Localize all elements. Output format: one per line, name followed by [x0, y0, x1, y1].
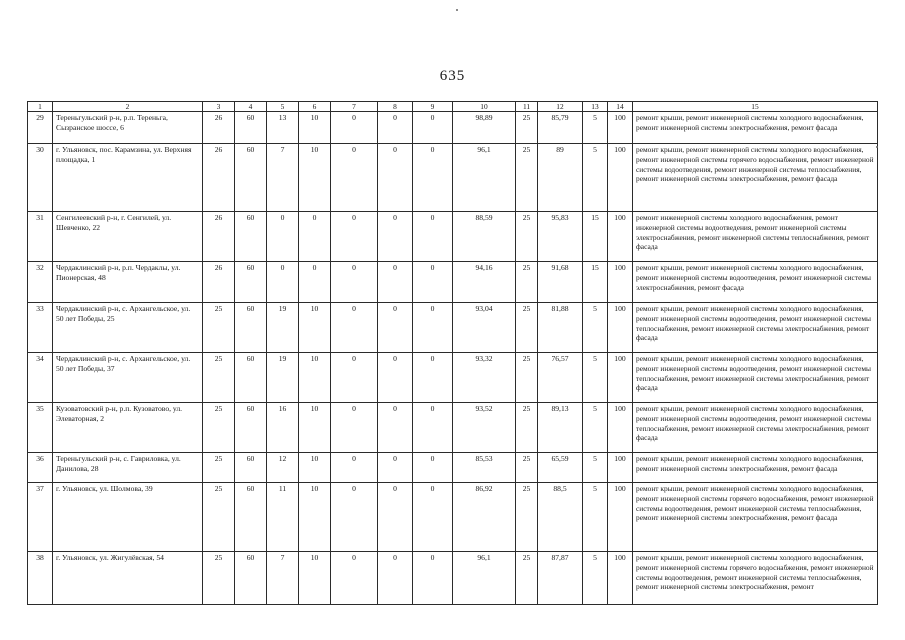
header-cell: 3	[203, 102, 235, 112]
value-cell: 60	[235, 552, 267, 605]
value-cell: 0	[299, 262, 331, 303]
value-cell: 25	[516, 303, 538, 353]
value-cell: 25	[203, 483, 235, 552]
value-cell: 5	[583, 552, 608, 605]
scan-speck	[876, 146, 878, 148]
header-cell: 11	[516, 102, 538, 112]
header-cell: 14	[608, 102, 633, 112]
value-cell: 26	[203, 112, 235, 144]
header-cell: 7	[331, 102, 378, 112]
value-cell: 25	[516, 483, 538, 552]
value-cell: 0	[378, 262, 413, 303]
value-cell: 0	[378, 552, 413, 605]
header-cell: 15	[633, 102, 878, 112]
value-cell: 25	[516, 552, 538, 605]
value-cell: 10	[299, 552, 331, 605]
value-cell: 0	[378, 403, 413, 453]
value-cell: 0	[331, 262, 378, 303]
value-cell: 0	[413, 483, 453, 552]
value-cell: 0	[378, 483, 413, 552]
value-cell: 100	[608, 403, 633, 453]
value-cell: 100	[608, 262, 633, 303]
value-cell: 81,88	[538, 303, 583, 353]
row-number: 37	[28, 483, 53, 552]
value-cell: 85,79	[538, 112, 583, 144]
header-cell: 1	[28, 102, 53, 112]
value-cell: 93,04	[453, 303, 516, 353]
value-cell: 10	[299, 483, 331, 552]
value-cell: 5	[583, 112, 608, 144]
value-cell: 0	[413, 453, 453, 483]
value-cell: 0	[331, 453, 378, 483]
value-cell: 60	[235, 353, 267, 403]
value-cell: 5	[583, 303, 608, 353]
value-cell: 0	[331, 552, 378, 605]
row-number: 31	[28, 212, 53, 262]
value-cell: 88,5	[538, 483, 583, 552]
value-cell: 25	[516, 112, 538, 144]
value-cell: 94,16	[453, 262, 516, 303]
value-cell: 96,1	[453, 552, 516, 605]
works-cell: ремонт крыши, ремонт инженерной системы холодного водоснабжения, ремонт инженерной системы водоотведения, ремонт инженерной системы теплоснабжения, ремонт инженерной системы электроснабжения, ремонт фасада	[633, 303, 878, 353]
value-cell: 25	[203, 353, 235, 403]
value-cell: 5	[583, 453, 608, 483]
address-cell: Тереньгульский р-н, с. Гавриловка, ул. Данилова, 28	[53, 453, 203, 483]
scan-speck	[456, 9, 458, 11]
table-row	[28, 483, 878, 552]
row-number: 35	[28, 403, 53, 453]
works-cell: ремонт крыши, ремонт инженерной системы холодного водоснабжения, ремонт инженерной системы водоотведения, ремонт инженерной системы электроснабжения, ремонт фасада	[633, 262, 878, 303]
header-row	[28, 102, 878, 112]
row-number: 29	[28, 112, 53, 144]
value-cell: 0	[413, 212, 453, 262]
works-cell: ремонт крыши, ремонт инженерной системы холодного водоснабжения, ремонт инженерной системы горячего водоснабжения, ремонт инженерной системы водоотведения, ремонт инженерной системы теплоснабжения, ремонт инженерной системы электроснабжения, ремонт фасада	[633, 483, 878, 552]
value-cell: 86,92	[453, 483, 516, 552]
row-number: 33	[28, 303, 53, 353]
works-cell: ремонт крыши, ремонт инженерной системы холодного водоснабжения, ремонт инженерной системы водоотведения, ремонт инженерной системы теплоснабжения, ремонт инженерной системы электроснабжения, ремонт фасада	[633, 403, 878, 453]
value-cell: 10	[299, 403, 331, 453]
value-cell: 19	[267, 303, 299, 353]
value-cell: 0	[378, 144, 413, 212]
value-cell: 100	[608, 112, 633, 144]
value-cell: 93,52	[453, 403, 516, 453]
value-cell: 0	[331, 212, 378, 262]
table-row	[28, 262, 878, 303]
row-number: 34	[28, 353, 53, 403]
value-cell: 100	[608, 483, 633, 552]
address-cell: Кузоватовский р-н, р.п. Кузоватово, ул. Элеваторная, 2	[53, 403, 203, 453]
value-cell: 7	[267, 144, 299, 212]
value-cell: 10	[299, 303, 331, 353]
address-cell: Чердаклинский р-н, р.п. Чердаклы, ул. Пионерская, 48	[53, 262, 203, 303]
works-cell: ремонт крыши, ремонт инженерной системы холодного водоснабжения, ремонт инженерной системы водоотведения, ремонт инженерной системы теплоснабжения, ремонт инженерной системы электроснабжения, ремонт фасада	[633, 353, 878, 403]
address-cell: г. Ульяновск, ул. Шолмова, 39	[53, 483, 203, 552]
value-cell: 26	[203, 212, 235, 262]
value-cell: 0	[413, 262, 453, 303]
value-cell: 10	[299, 353, 331, 403]
value-cell: 25	[516, 262, 538, 303]
value-cell: 60	[235, 483, 267, 552]
value-cell: 100	[608, 552, 633, 605]
value-cell: 100	[608, 212, 633, 262]
header-cell: 13	[583, 102, 608, 112]
value-cell: 25	[516, 212, 538, 262]
value-cell: 100	[608, 353, 633, 403]
value-cell: 96,1	[453, 144, 516, 212]
row-number: 38	[28, 552, 53, 605]
value-cell: 76,57	[538, 353, 583, 403]
row-number: 32	[28, 262, 53, 303]
value-cell: 19	[267, 353, 299, 403]
table-row	[28, 403, 878, 453]
address-cell: Чердаклинский р-н, с. Архангельское, ул. 50 лет Победы, 37	[53, 353, 203, 403]
value-cell: 11	[267, 483, 299, 552]
header-cell: 6	[299, 102, 331, 112]
value-cell: 0	[413, 552, 453, 605]
value-cell: 60	[235, 212, 267, 262]
value-cell: 89,13	[538, 403, 583, 453]
value-cell: 0	[299, 212, 331, 262]
value-cell: 0	[413, 353, 453, 403]
table-row	[28, 112, 878, 144]
value-cell: 98,89	[453, 112, 516, 144]
header-cell: 5	[267, 102, 299, 112]
value-cell: 0	[331, 353, 378, 403]
value-cell: 0	[378, 112, 413, 144]
row-number: 30	[28, 144, 53, 212]
value-cell: 13	[267, 112, 299, 144]
value-cell: 89	[538, 144, 583, 212]
value-cell: 25	[203, 552, 235, 605]
value-cell: 95,83	[538, 212, 583, 262]
header-cell: 4	[235, 102, 267, 112]
works-cell: ремонт крыши, ремонт инженерной системы холодного водоснабжения, ремонт инженерной системы электроснабжения, ремонт фасада	[633, 453, 878, 483]
value-cell: 0	[331, 144, 378, 212]
value-cell: 10	[299, 453, 331, 483]
value-cell: 60	[235, 303, 267, 353]
table-row	[28, 453, 878, 483]
value-cell: 85,53	[453, 453, 516, 483]
value-cell: 10	[299, 144, 331, 212]
value-cell: 15	[583, 262, 608, 303]
value-cell: 88,59	[453, 212, 516, 262]
value-cell: 25	[516, 453, 538, 483]
value-cell: 100	[608, 453, 633, 483]
value-cell: 0	[413, 303, 453, 353]
value-cell: 100	[608, 144, 633, 212]
works-cell: ремонт крыши, ремонт инженерной системы холодного водоснабжения, ремонт инженерной системы горячего водоснабжения, ремонт инженерной системы водоотведения, ремонт инженерной системы теплоснабжения, ремонт инженерной системы электроснабжения, ремонт фасада	[633, 144, 878, 212]
value-cell: 0	[267, 212, 299, 262]
works-cell: ремонт крыши, ремонт инженерной системы холодного водоснабжения, ремонт инженерной системы горячего водоснабжения, ремонт инженерной системы водоотведения, ремонт инженерной системы теплоснабжения, ремонт инженерной системы электроснабжения, ремонт	[633, 552, 878, 605]
value-cell: 25	[203, 453, 235, 483]
table-row	[28, 303, 878, 353]
value-cell: 5	[583, 353, 608, 403]
value-cell: 60	[235, 403, 267, 453]
value-cell: 15	[583, 212, 608, 262]
table-row	[28, 144, 878, 212]
value-cell: 25	[203, 403, 235, 453]
row-number: 36	[28, 453, 53, 483]
address-cell: Сенгилеевский р-н, г. Сенгилей, ул. Шевченко, 22	[53, 212, 203, 262]
value-cell: 0	[378, 303, 413, 353]
header-cell: 8	[378, 102, 413, 112]
header-cell: 10	[453, 102, 516, 112]
address-cell: г. Ульяновск, ул. Жигулёвская, 54	[53, 552, 203, 605]
value-cell: 0	[413, 144, 453, 212]
value-cell: 0	[378, 212, 413, 262]
table-row	[28, 552, 878, 605]
value-cell: 60	[235, 112, 267, 144]
header-cell: 12	[538, 102, 583, 112]
value-cell: 87,87	[538, 552, 583, 605]
table-row	[28, 353, 878, 403]
value-cell: 0	[331, 303, 378, 353]
value-cell: 25	[516, 144, 538, 212]
value-cell: 91,68	[538, 262, 583, 303]
header-cell: 9	[413, 102, 453, 112]
page-number: 635	[439, 68, 466, 84]
value-cell: 0	[413, 403, 453, 453]
value-cell: 93,32	[453, 353, 516, 403]
table-row	[28, 212, 878, 262]
value-cell: 0	[331, 112, 378, 144]
value-cell: 10	[299, 112, 331, 144]
repair-program-table	[27, 101, 878, 605]
works-cell: ремонт крыши, ремонт инженерной системы холодного водоснабжения, ремонт инженерной системы электроснабжения, ремонт фасада	[633, 112, 878, 144]
value-cell: 12	[267, 453, 299, 483]
value-cell: 60	[235, 262, 267, 303]
value-cell: 60	[235, 144, 267, 212]
value-cell: 0	[331, 483, 378, 552]
address-cell: Тереньгульский р-н, р.п. Тереньга, Сызранское шоссе, 6	[53, 112, 203, 144]
value-cell: 5	[583, 144, 608, 212]
value-cell: 65,59	[538, 453, 583, 483]
value-cell: 100	[608, 303, 633, 353]
value-cell: 26	[203, 144, 235, 212]
value-cell: 25	[203, 303, 235, 353]
value-cell: 25	[516, 403, 538, 453]
value-cell: 5	[583, 483, 608, 552]
value-cell: 0	[267, 262, 299, 303]
value-cell: 7	[267, 552, 299, 605]
value-cell: 60	[235, 453, 267, 483]
address-cell: г. Ульяновск, пос. Карамзина, ул. Верхняя площадка, 1	[53, 144, 203, 212]
value-cell: 5	[583, 403, 608, 453]
value-cell: 0	[378, 353, 413, 403]
address-cell: Чердаклинский р-н, с. Архангельское, ул. 50 лет Победы, 25	[53, 303, 203, 353]
value-cell: 16	[267, 403, 299, 453]
works-cell: ремонт инженерной системы холодного водоснабжения, ремонт инженерной системы водоотведения, ремонт инженерной системы электроснабжения, ремонт инженерной системы теплоснабжения, ремонт фасада	[633, 212, 878, 262]
value-cell: 0	[378, 453, 413, 483]
value-cell: 0	[413, 112, 453, 144]
value-cell: 25	[516, 353, 538, 403]
value-cell: 26	[203, 262, 235, 303]
header-cell: 2	[53, 102, 203, 112]
value-cell: 0	[331, 403, 378, 453]
